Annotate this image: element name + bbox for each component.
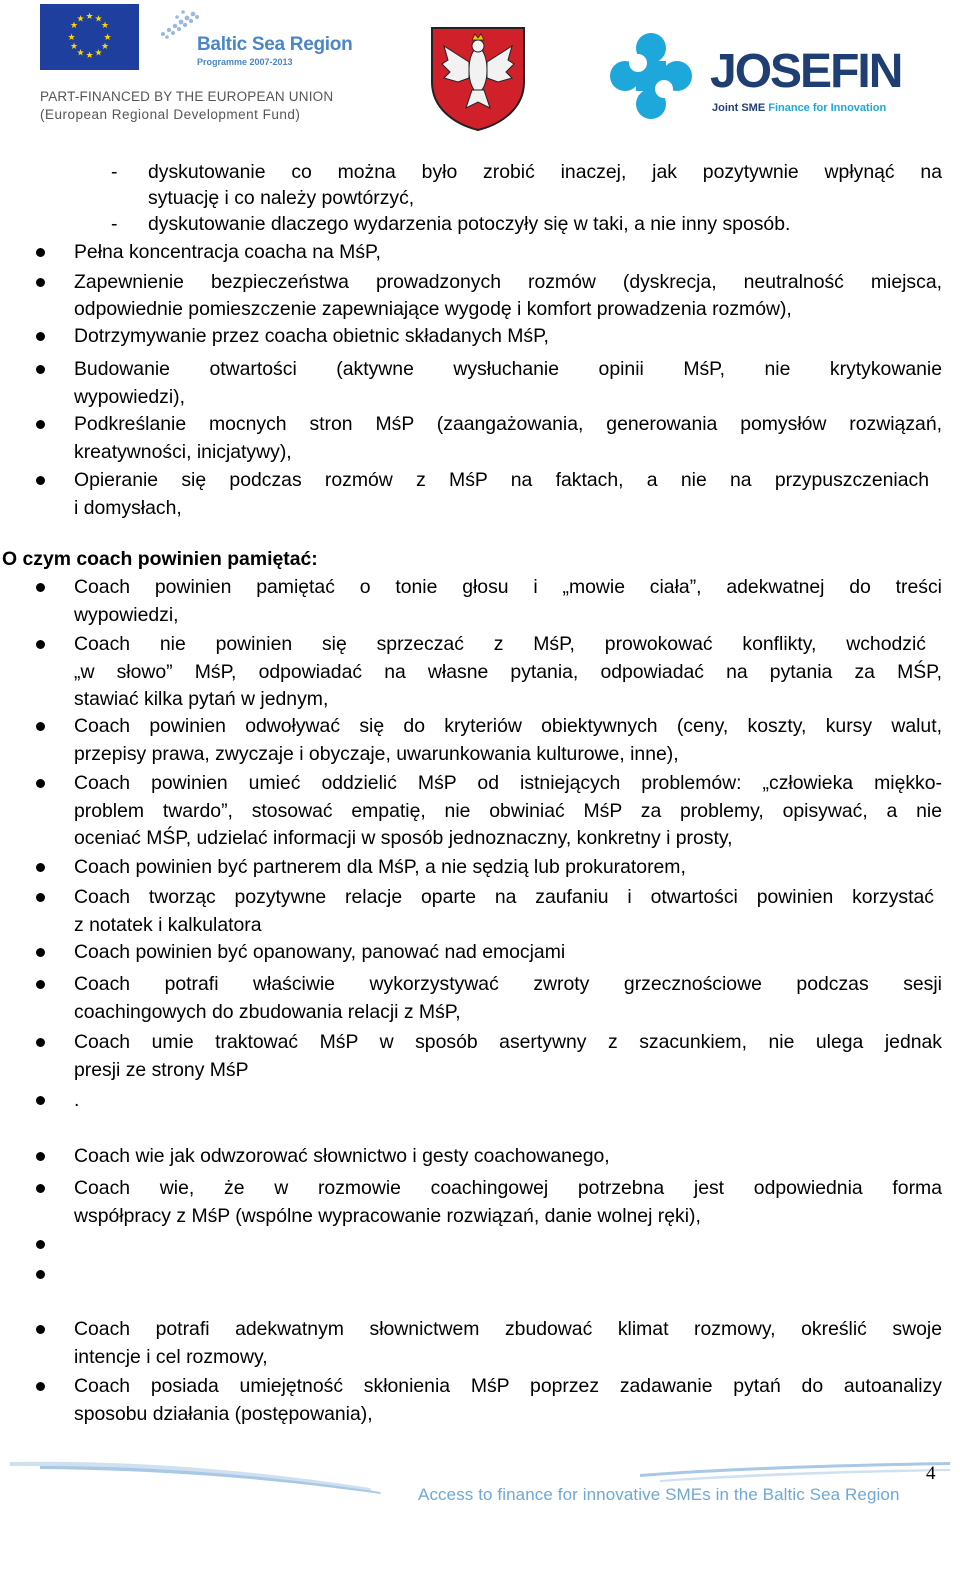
list-item: Coach powinien odwoływać się do kryteriów obiektywnych (ceny, koszty, kursy walut, — [74, 715, 942, 737]
bullet-icon — [36, 278, 45, 287]
list-item: Dotrzymywanie przez coacha obietnic składanych MśP, — [74, 325, 549, 347]
bullet-icon — [36, 1096, 45, 1105]
list-item: Coach tworząc pozytywne relacje oparte na zaufaniu i otwartości powinien korzystać — [74, 886, 934, 908]
eu-fund-name: (European Regional Development Fund) — [40, 107, 301, 122]
bullet-icon — [36, 1325, 45, 1334]
list-item-continued: współpracy z MśP (wspólne wypracowanie rozwiązań, danie wolnej ręki), — [74, 1205, 701, 1227]
list-item: Coach wie, że w rozmowie coachingowej potrzebna jest odpowiednia forma — [74, 1177, 942, 1199]
bullet-icon — [36, 1038, 45, 1047]
list-item: Zapewnienie bezpieczeństwa prowadzonych rozmów (dyskrecja, neutralność miejsca, — [74, 271, 942, 293]
list-item-continued: intencje i cel rozmowy, — [74, 1346, 268, 1368]
list-item-continued: presji ze strony MśP — [74, 1059, 249, 1081]
svg-text:★: ★ — [94, 14, 103, 25]
svg-text:★: ★ — [85, 51, 94, 61]
page-number: 4 — [926, 1463, 936, 1484]
bullet-icon — [36, 1184, 45, 1193]
svg-text:★: ★ — [76, 48, 85, 59]
josefin-tag-part1: Joint SME — [712, 102, 769, 114]
dash-item-line: dyskutowanie co można było zrobić inaczej, jak pozytywnie wpłynąć na — [148, 161, 942, 183]
list-item-continued: sposobu działania (postępowania), — [74, 1403, 373, 1425]
bullet-icon — [36, 365, 45, 374]
svg-text:★: ★ — [67, 33, 76, 43]
dash-marker: - — [111, 161, 118, 183]
svg-text:★: ★ — [94, 48, 103, 59]
list-item-continued: problem twardo”, stosować empatię, nie obwiniać MśP za problemy, opisywać, a nie — [74, 800, 942, 822]
list-item: Podkreślanie mocnych stron MśP (zaangażowania, generowania pomysłów rozwiązań, — [74, 413, 942, 435]
bullet-icon — [36, 1270, 45, 1279]
bsr-subtitle: Programme 2007-2013 — [197, 57, 293, 67]
svg-text:★: ★ — [76, 14, 85, 25]
list-item: Coach nie powinien się sprzeczać z MśP, prowokować konflikty, wchodzić — [74, 633, 926, 655]
list-item-continued: i domysłach, — [74, 497, 182, 519]
bullet-icon — [36, 583, 45, 592]
list-item-continued: przepisy prawa, zwyczaje i obyczaje, uwarunkowania kulturowe, inne), — [74, 743, 679, 765]
list-item-continued: wypowiedzi), — [74, 386, 185, 408]
dash-item-line: dyskutowanie dlaczego wydarzenia potoczyły się w taki, a nie inny sposób. — [148, 213, 791, 235]
eu-flag-icon — [40, 4, 139, 70]
list-item: Pełna koncentracja coacha na MśP, — [74, 241, 381, 263]
bullet-icon — [36, 779, 45, 788]
list-item: . — [74, 1089, 80, 1111]
list-item: Coach potrafi adekwatnym słownictwem zbudować klimat rozmowy, określić swoje — [74, 1318, 942, 1340]
list-item-continued: „w słowo” MśP, odpowiadać na własne pytania, odpowiadać na pytania za MŚP, — [74, 661, 942, 683]
section-heading: O czym coach powinien pamiętać: — [2, 548, 318, 570]
list-item: Coach powinien umieć oddzielić MśP od istniejących problemów: „człowieka miękko- — [74, 772, 942, 794]
bullet-icon — [36, 863, 45, 872]
eagle-crest-icon — [428, 24, 528, 132]
svg-text:★: ★ — [100, 42, 110, 52]
list-item: Coach powinien pamiętać o tonie głosu i „mowie ciała”, adekwatnej do treści — [74, 576, 942, 598]
list-item: Coach potrafi właściwie wykorzystywać zwroty grzecznościowe podczas sesji — [74, 973, 942, 995]
bullet-icon — [36, 948, 45, 957]
bullet-icon — [36, 476, 45, 485]
svg-text:★: ★ — [103, 33, 112, 43]
list-item-continued: z notatek i kalkulatora — [74, 914, 262, 936]
footer-tagline: Access to finance for innovative SMEs in the Baltic Sea Region — [418, 1485, 900, 1504]
bullet-icon — [36, 640, 45, 649]
list-item-continued: wypowiedzi, — [74, 604, 179, 626]
dash-marker: - — [111, 213, 118, 235]
baltic-sea-region-logo — [155, 4, 353, 70]
list-item: Coach powinien być opanowany, panować nad emocjami — [74, 941, 566, 963]
list-item-continued: stawiać kilka pytań w jednym, — [74, 688, 329, 710]
bullet-icon — [36, 1240, 45, 1249]
list-item: Coach posiada umiejętność skłonienia MśP poprzez zadawanie pytań do autoanalizy — [74, 1375, 942, 1397]
list-item: Budowanie otwartości (aktywne wysłuchanie opinii MśP, nie krytykowanie — [74, 358, 942, 380]
bullet-icon — [36, 332, 45, 341]
list-item-continued: oceniać MŚP, udzielać informacji w sposób jednoznaczny, konkretny i prosty, — [74, 827, 733, 849]
josefin-wordmark: JOSEFIN — [710, 45, 902, 98]
page-header — [0, 0, 960, 140]
list-item: Coach powinien być partnerem dla MśP, a nie sędzią lub prokuratorem, — [74, 856, 686, 878]
list-item: Opieranie się podczas rozmów z MśP na faktach, a nie na przypuszczeniach — [74, 469, 929, 491]
eu-funding-line: PART-FINANCED BY THE EUROPEAN UNION — [40, 89, 334, 104]
list-item: Coach umie traktować MśP w sposób asertywny z szacunkiem, nie ulega jednak — [74, 1031, 942, 1053]
svg-text:★: ★ — [69, 21, 79, 31]
bullet-icon — [36, 1382, 45, 1391]
list-item-continued: kreatywności, inicjatywy), — [74, 441, 292, 463]
josefin-tag-part2: Finance for Innovation — [768, 102, 887, 114]
svg-text:★: ★ — [100, 21, 110, 31]
dash-item-line: sytuację i co należy powtórzyć, — [148, 187, 415, 209]
bullet-icon — [36, 980, 45, 989]
bullet-icon — [36, 248, 45, 257]
josefin-mark-icon — [605, 30, 700, 122]
list-item-continued: coachingowych do zbudowania relacji z MśP, — [74, 1001, 461, 1023]
bullet-icon — [36, 722, 45, 731]
svg-text:★: ★ — [69, 42, 79, 52]
bsr-title: Baltic Sea Region — [197, 34, 353, 55]
bullet-icon — [36, 1152, 45, 1161]
list-item: Coach wie jak odwzorować słownictwo i gesty coachowanego, — [74, 1145, 610, 1167]
list-item-continued: odpowiednie pomieszczenie zapewniające wygodę i komfort prowadzenia rozmów), — [74, 298, 792, 320]
svg-text:★: ★ — [85, 12, 94, 22]
bullet-icon — [36, 893, 45, 902]
bullet-icon — [36, 420, 45, 429]
josefin-tagline — [712, 102, 886, 114]
